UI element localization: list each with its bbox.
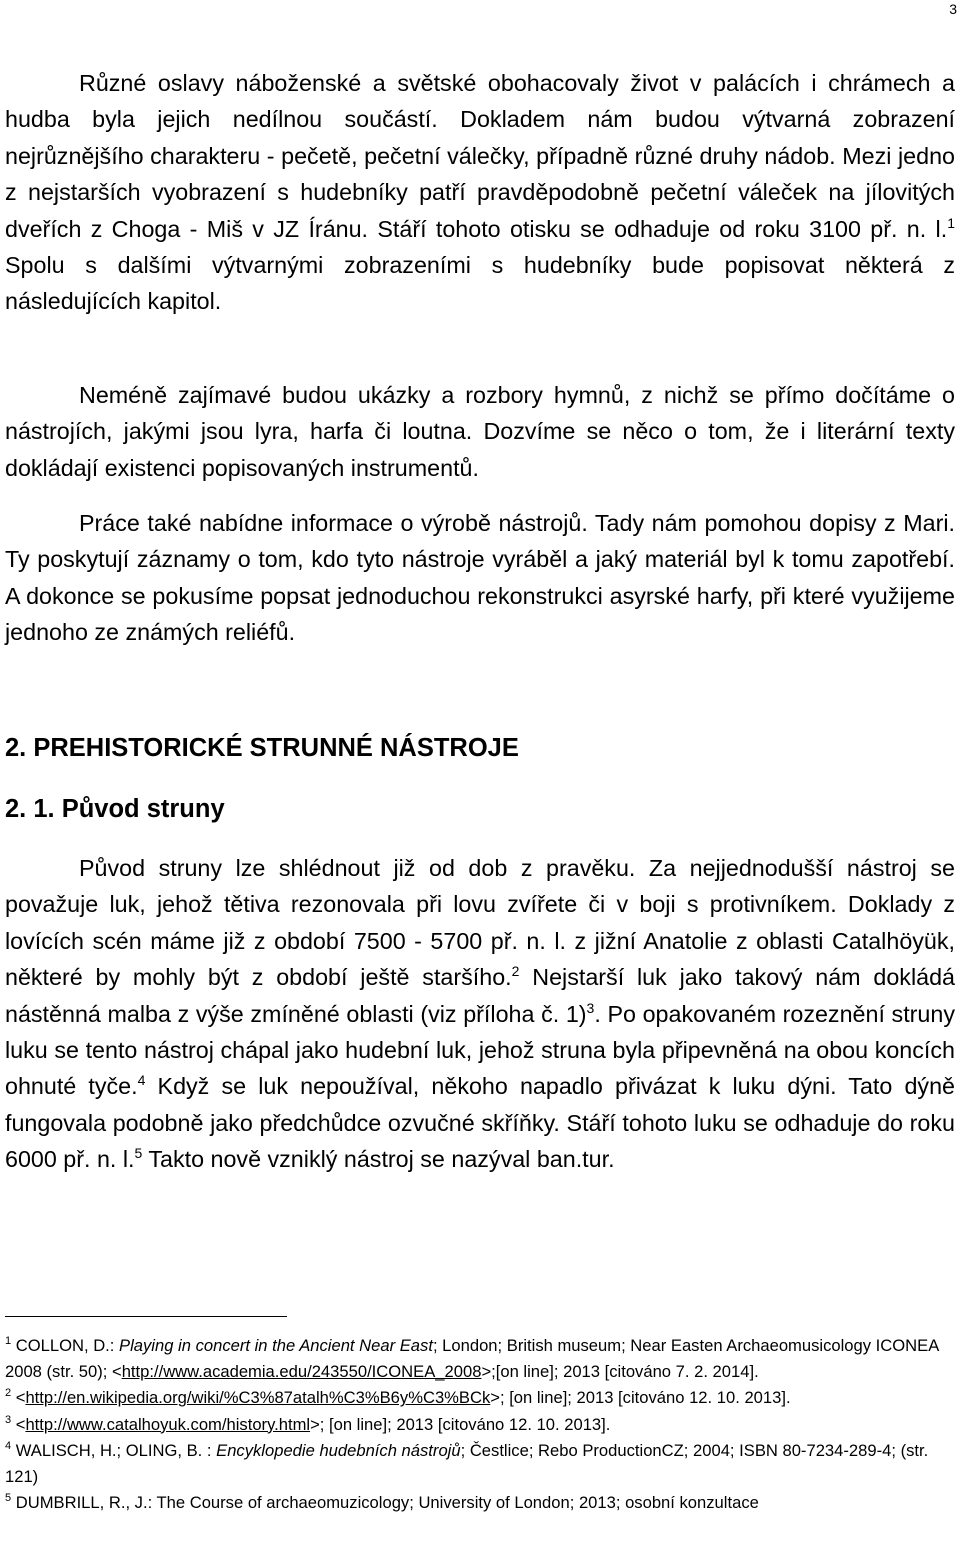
footnote-text: >;[on line]; 2013 [citováno 7. 2. 2014].	[481, 1362, 759, 1382]
footnote-ref[interactable]: 3	[586, 999, 595, 1016]
page-number: 3	[949, 1, 957, 17]
footnote-title: Playing in concert in the Ancient Near East	[119, 1336, 433, 1355]
footnote-4	[5, 1438, 955, 1490]
footnote-number: 2	[5, 1387, 12, 1400]
production-section	[5, 505, 955, 651]
footnote-text: >; [on line]; 2013 [citováno 12. 10. 2013].	[490, 1388, 791, 1408]
paragraph-production: Práce také nabídne informace o výrobě nástrojů. Tady nám pomohou dopisy z Mari. Ty poskytují záznamy o tom, kdo tyto nástroje vyráběl a jaký materiál byl k tomu zapotřebí. A dokonce se pokusíme popsat jednoduchou rekonstrukci asyrské harfy, při které využijeme jednoho ze známých reliéfů.	[5, 510, 955, 646]
paragraph-hymns: Neméně zajímavé budou ukázky a rozbory hymnů, z nichž se přímo dočítáme o nástrojích, jakými jsou lyra, harfa či loutna. Dozvíme se něco o tom, že i literární texty dokládají existenci popisovaných instrumentů.	[5, 382, 955, 481]
footnote-author: WALISCH, H.; OLING, B. :	[11, 1440, 217, 1460]
footnote-author: COLLON, D.:	[11, 1336, 120, 1355]
footnotes	[5, 1333, 955, 1516]
footnote-5	[5, 1490, 955, 1516]
footnote-link[interactable]: http://www.academia.edu/243550/ICONEA_2008	[121, 1362, 482, 1382]
footnote-ref[interactable]: 2	[511, 963, 520, 980]
footnote-ref[interactable]: 1	[947, 214, 955, 231]
footnote-separator	[5, 1316, 287, 1317]
footnote-ref[interactable]: 4	[137, 1072, 146, 1089]
footnote-link[interactable]: http://www.catalhoyuk.com/history.html	[25, 1414, 311, 1434]
paragraph-text: Nejstarší luk jako takový nám dokládá nástěnná malba z výše zmíněné oblasti (viz příloha č. 1)	[5, 964, 955, 1027]
footnote-3	[5, 1412, 955, 1438]
chapter-heading: 2. PREHISTORICKÉ STRUNNÉ NÁSTROJE	[5, 734, 519, 762]
footnote-link[interactable]: http://en.wikipedia.org/wiki/%C3%87atalh%C3%B6y%C3%BCk	[25, 1388, 491, 1408]
footnote-text: >; [on line]; 2013 [citováno 12. 10. 2013].	[310, 1414, 611, 1434]
footnote-number: 1	[5, 1335, 12, 1347]
paragraph-text: Takto nově vzniklý nástroj se nazýval ban.tur.	[142, 1146, 615, 1173]
footnote-title: Encyklopedie hudebních nástrojů	[216, 1440, 461, 1460]
footnote-number: 5	[5, 1492, 12, 1505]
section-heading: 2. 1. Původ struny	[5, 795, 225, 823]
paragraph-text: Různé oslavy náboženské a světské obohacovaly život v palácích i chrámech a hudba byla jejich nedílnou součástí. Dokladem nám budou výtvarná zobrazení nejrůznějšího charakteru - pečetě, pečetní válečky, případně různé druhy nádob. Mezi jedno z nejstarších vyobrazení s hudebníky patří pravděpodobně pečetní váleček na jílovitých dveřích z Choga - Miš v JZ Íránu. Stáří tohoto otisku se odhaduje od roku 3100 př. n. l.	[5, 70, 955, 242]
paragraph-text: Původ struny lze shlédnout již od dob z pravěku. Za nejjednodušší nástroj se považuje luk, jehož tětiva rezonovala při lovu zvířete či v boji s protivníkem. Doklady z lovících scén máme již z období 7500 - 5700 př. n. l. z jižní Anatolie z oblasti Catalhöyük, některé by mohly být z období ještě staršího.	[5, 855, 955, 991]
footnote-text: DUMBRILL, R., J.: The Course of archaeomuzicology; University of London; 2013; osobní konzultace	[11, 1493, 759, 1513]
footnote-ref[interactable]: 5	[134, 1145, 143, 1162]
footnote-1	[5, 1333, 955, 1385]
footnote-number: 4	[5, 1439, 12, 1452]
paragraph-text: . Po opakovaném rozeznění struny luku se tento nástroj chápal jako hudební luk, jehož struna byla připevněná na obou koncích ohnuté tyče.	[5, 1000, 955, 1100]
footnote-text: <	[11, 1414, 26, 1434]
string-origin-section	[5, 850, 955, 1178]
intro-section	[5, 65, 955, 320]
paragraph-text: Když se luk nepoužíval, někoho napadlo přivázat k luku dýni. Tato dýně fungovala podobně jako předchůdce ozvučné skříňky. Stáří tohoto luku se odhaduje do roku 6000 př. n. l.	[5, 1073, 955, 1173]
paragraph-text: Spolu s dalšími výtvarnými zobrazeními s hudebníky bude popisovat některá z následujících kapitol.	[5, 252, 955, 315]
footnote-text: ; London; British museum; Near Easten Archaeomusicology ICONEA 2008 (str. 50); <	[5, 1336, 939, 1382]
paragraph-string-origin	[5, 850, 955, 1178]
hymns-section	[5, 377, 955, 486]
footnote-number: 3	[5, 1413, 12, 1426]
footnote-text: ; Čestlice; Rebo ProductionCZ; 2004; ISBN 80-7234-289-4; (str. 121)	[5, 1440, 929, 1487]
footnote-2	[5, 1385, 955, 1411]
footnote-text: <	[11, 1388, 26, 1408]
paragraph-celebrations	[5, 65, 955, 320]
